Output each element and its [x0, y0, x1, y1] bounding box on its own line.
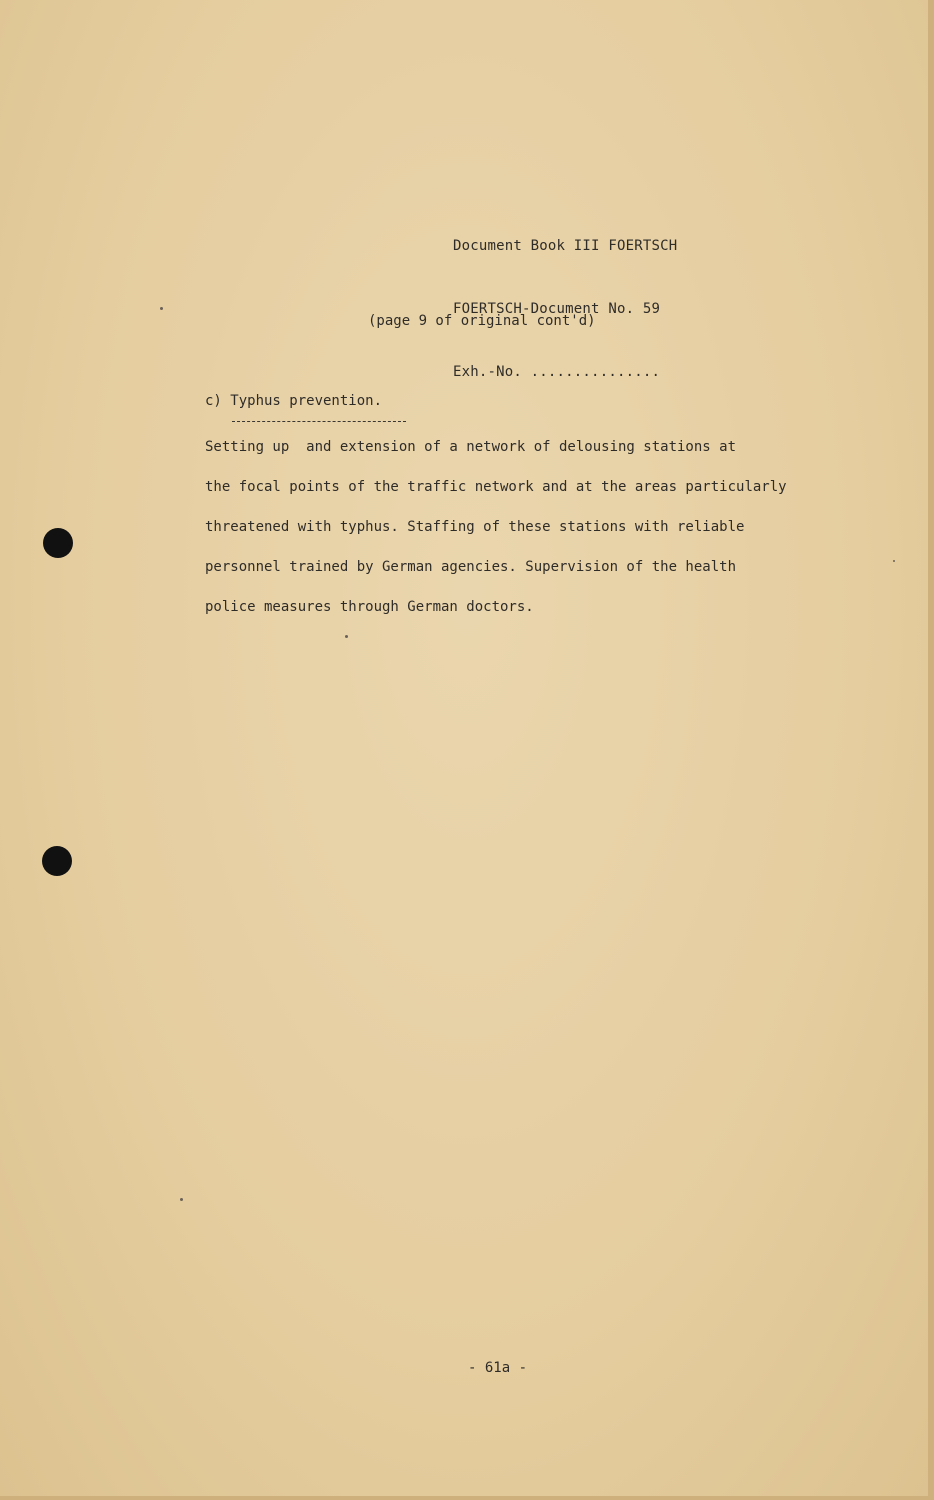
header-document-book: Document Book III FOERTSCH [453, 238, 678, 254]
body-line: police measures through German doctors. [205, 599, 534, 615]
paper-speck [160, 307, 163, 310]
page-edge-right [928, 0, 934, 1500]
page-number: - 61a - [468, 1360, 528, 1376]
header-document-number: FOERTSCH-Document No. 59 [453, 301, 661, 317]
body-line: threatened with typhus. Staffing of these stations with reliable [205, 519, 745, 535]
header-exhibit-number: Exh.-No. ............... [453, 364, 661, 380]
document-header [453, 194, 677, 425]
punch-hole-top [43, 528, 73, 558]
paper-speck [893, 560, 895, 562]
section-title-underline [232, 421, 406, 422]
continued-note: (page 9 of original cont'd) [368, 313, 596, 329]
punch-hole-bottom [42, 846, 72, 876]
page-edge-bottom [0, 1496, 934, 1500]
body-line: personnel trained by German agencies. Supervision of the health [205, 559, 737, 575]
body-line: Setting up and extension of a network of delousing stations at [205, 439, 737, 455]
section-title: c) Typhus prevention. [205, 393, 383, 409]
body-line: the focal points of the traffic network and at the areas particularly [205, 479, 787, 495]
paper-speck [345, 635, 348, 638]
paper-speck [180, 1198, 183, 1201]
section-body [205, 427, 885, 627]
